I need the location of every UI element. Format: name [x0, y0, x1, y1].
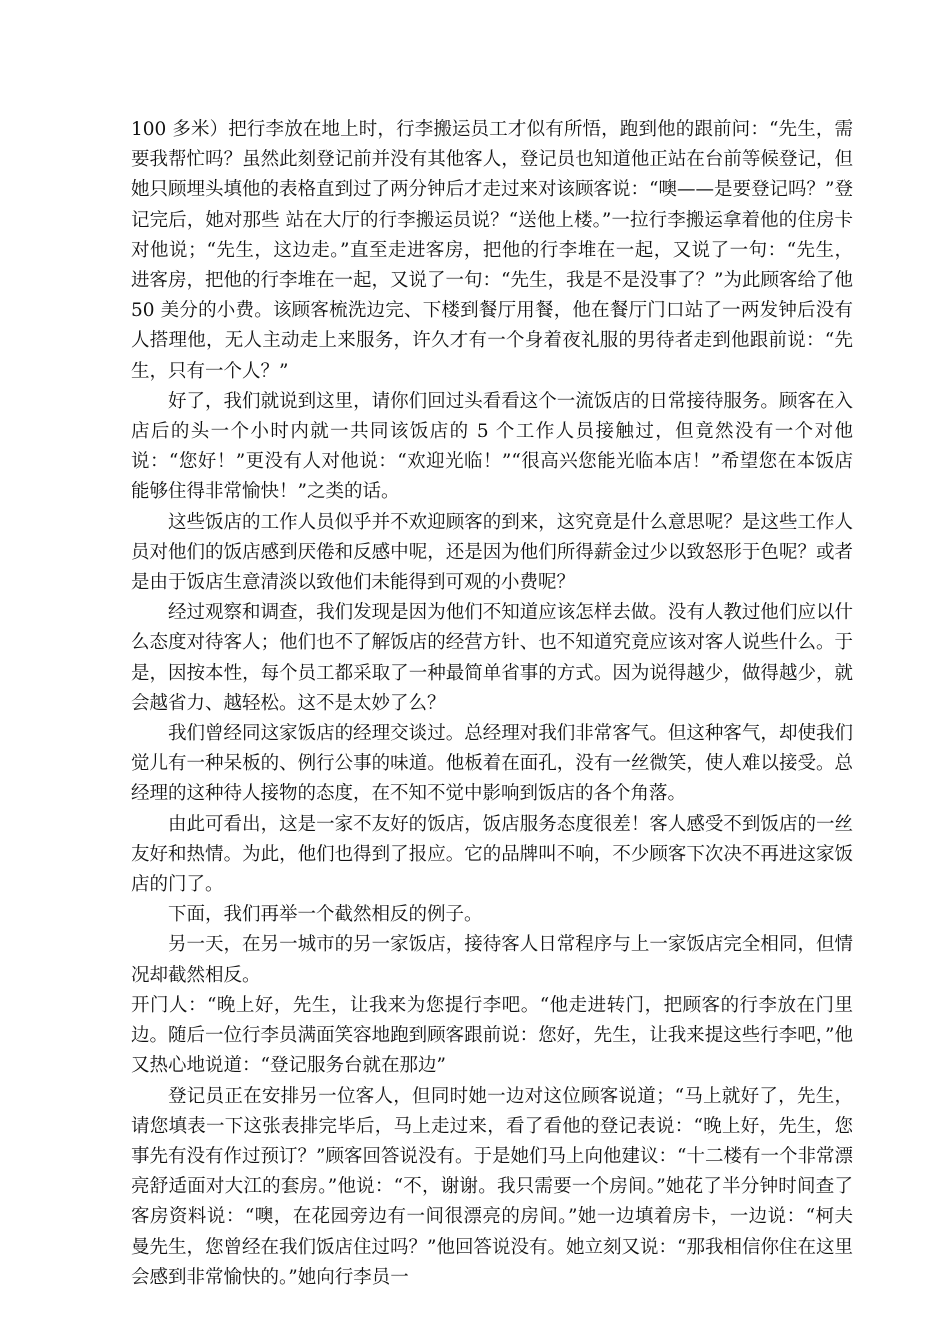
paragraph-1: 100 多米）把行李放在地上时，行李搬运员工才似有所悟，跑到他的跟前问：“先生，需要我帮忙吗？虽然此刻登记前并没有其他客人，登记员也知道他正站在台前等候登记，但她只顾埋头填他的表格直到过了两分钟后才走过来对该顾客说：“噢——是要登记吗？”登记完后，她对那些 站在大厅的行李搬运员说？“送他上楼。”一拉行李搬运拿着他的住房卡对他说；“先生，这边走。”直至走进客房，把他的行李堆在一起，又说了一句：“先生，进客房，把他的行李堆在一起，又说了一句：“先生，我是不是没事了？”为此顾客给了他 50 美分的小费。该顾客梳洗边完、下楼到餐厅用餐，他在餐厅门口站了一两发钟后没有人搭理他，无人主动走上来服务，许久才有一个身着夜礼服的男待者走到他跟前说：“先生，只有一个人？” [131, 119, 853, 382]
document-page [131, 115, 853, 1293]
paragraph-7: 下面，我们再举一个截然相反的例子。 [168, 904, 483, 926]
paragraph-8: 另一天，在另一城市的另一家饭店，接待客人日常程序与上一家饭店完全相同，但情况却截然相反。 [131, 934, 853, 986]
paragraph-3: 这些饭店的工作人员似乎并不欢迎顾客的到来，这究竟是什么意思呢？是这些工作人员对他们的饭店感到厌倦和反感中呢，还是因为他们所得薪金过少以致怒形于色呢？或者是由于饭店生意清淡以致他们未能得到可观的小费呢？ [131, 511, 853, 594]
paragraph-2: 好了，我们就说到这里，请你们回过头看看这个一流饭店的日常接待服务。顾客在入店后的头一个小时内就一共同该饭店的 5 个工作人员接触过，但竟然没有一个对他说：“您好！”更没有人对他说：“欢迎光临！”“很高兴您能光临本店！”希望您在本饭店能够住得非常愉快！”之类的话。 [131, 390, 853, 503]
paragraph-6: 由此可看出，这是一家不友好的饭店，饭店服务态度很差！客人感受不到饭店的一丝友好和热情。为此，他们也得到了报应。它的品牌叫不响，不少顾客下次决不再进这家饭店的门了。 [131, 813, 853, 896]
paragraph-5: 我们曾经同这家饭店的经理交谈过。总经理对我们非常客气。但这种客气，却使我们觉儿有一种呆板的、例行公事的味道。他板着在面孔，没有一丝微笑，使人难以接受。总经理的这种待人接物的态度，在不知不觉中影响到饭店的各个角落。 [131, 723, 853, 805]
paragraph-9: 开门人：“晚上好，先生，让我来为您提行李吧。“他走进转门，把顾客的行李放在门里边。随后一位行李员满面笑容地跑到顾客跟前说：您好，先生，让我来提这些行李吧，”他又热心地说道：“登记服务台就在那边” [131, 994, 853, 1077]
paragraph-4: 经过观察和调查，我们发现是因为他们不知道应该怎样去做。没有人教过他们应以什么态度对待客人；他们也不了解饭店的经营方针、也不知道究竟应该对客人说些什么。于是，因按本性，每个员工都采取了一种最简单省事的方式。因为说得越少，做得越少，就会越省力、越轻松。这不是太妙了么？ [131, 602, 853, 714]
paragraph-10: 登记员正在安排另一位客人，但同时她一边对这位顾客说道；“马上就好了，先生，请您填表一下这张表排完毕后，马上走过来，看了看他的登记表说：“晚上好，先生，您事先有没有作过预订？”顾客回答说没有。于是她们马上向他建议：“十二楼有一个非常漂亮舒适面对大江的套房。”他说：“不，谢谢。我只需要一个房间。”她花了半分钟时间查了客房资料说：“噢，在花园旁边有一间很漂亮的房间。”她一边填着房卡，一边说：“柯夫曼先生，您曾经在我们饭店住过吗？”他回答说没有。她立刻又说：“那我相信你住在这里会感到非常愉快的。”她向行李员一 [131, 1085, 853, 1288]
